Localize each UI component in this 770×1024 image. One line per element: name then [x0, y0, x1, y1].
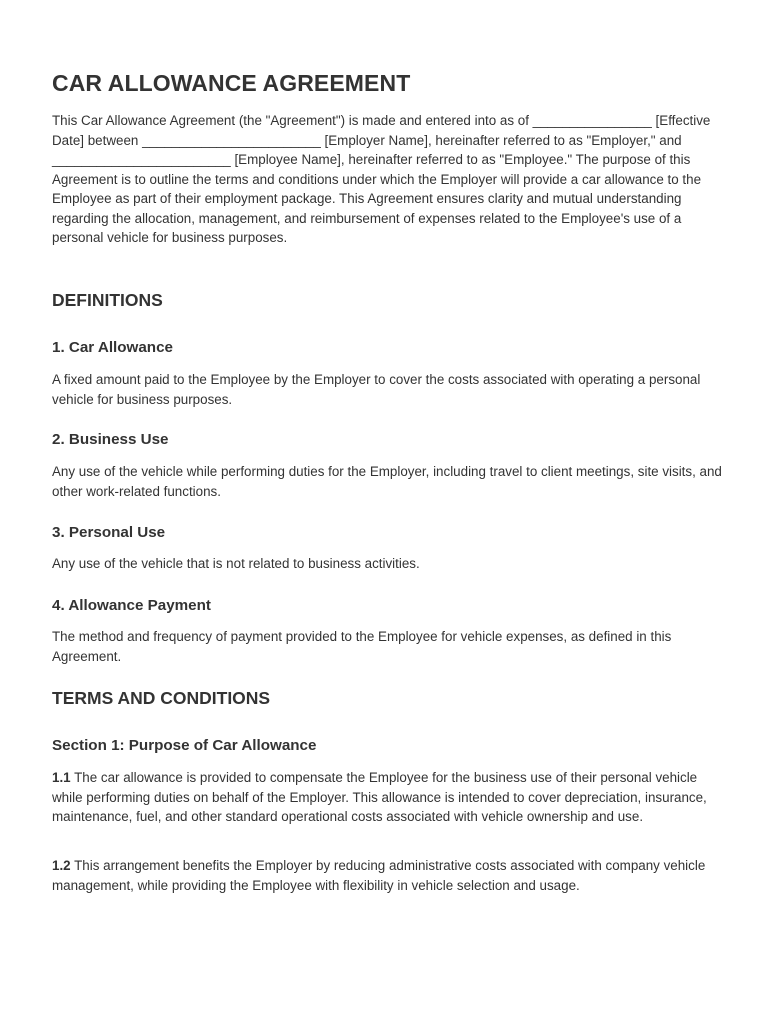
- definitions-heading: DEFINITIONS: [52, 290, 163, 310]
- clause-1-2: [52, 856, 722, 895]
- definition-text-business-use: Any use of the vehicle while performing duties for the Employer, including travel to client meetings, site visits, and other work-related functions.: [52, 464, 722, 499]
- clause-number: 1.1: [52, 770, 71, 785]
- terms-heading: TERMS AND CONDITIONS: [52, 688, 271, 708]
- definition-text-allowance-payment: The method and frequency of payment provided to the Employee for vehicle expenses, as defined in this Agreement.: [52, 629, 672, 664]
- clause-text: This arrangement benefits the Employer by reducing administrative costs associated with company vehicle management, while providing the Employee with flexibility in vehicle selection and usage.: [52, 858, 706, 893]
- definition-text-car-allowance: A fixed amount paid to the Employee by the Employer to cover the costs associated with operating a personal vehicle for business purposes.: [52, 372, 701, 407]
- clause-text: The car allowance is provided to compensate the Employee for the business use of their personal vehicle while performing duties on behalf of the Employer. This allowance is intended to cover depreciation, insurance, maintenance, fuel, and other standard operational costs associated with vehicle ownership and use.: [52, 770, 707, 824]
- clause-number: 1.2: [52, 858, 71, 873]
- definition-title-business-use: 2. Business Use: [52, 431, 169, 448]
- definition-title-personal-use: 3. Personal Use: [52, 524, 166, 541]
- intro-paragraph: This Car Allowance Agreement (the "Agreement") is made and entered into as of ________________ [Effective Date] between ________________________ [Employer Name], hereinafter referred to as "Employer," and ________________________ [Employee Name], hereinafter referred to as "Employee." The purpose of this Agreement is to outline the terms and conditions under which the Employer will provide a car allowance to the Employee as part of their employment package. This Agreement ensures clarity and mutual understanding regarding the allocation, management, and reimbursement of expenses related to the Employee's use of a personal vehicle for business purposes.: [52, 113, 711, 245]
- section-1-title: Section 1: Purpose of Car Allowance: [52, 737, 317, 754]
- clause-1-1: [52, 768, 722, 827]
- definition-text-personal-use: Any use of the vehicle that is not related to business activities.: [52, 556, 420, 571]
- document-title: CAR ALLOWANCE AGREEMENT: [52, 70, 411, 96]
- definition-title-car-allowance: 1. Car Allowance: [52, 339, 173, 356]
- definition-title-allowance-payment: 4. Allowance Payment: [52, 597, 211, 614]
